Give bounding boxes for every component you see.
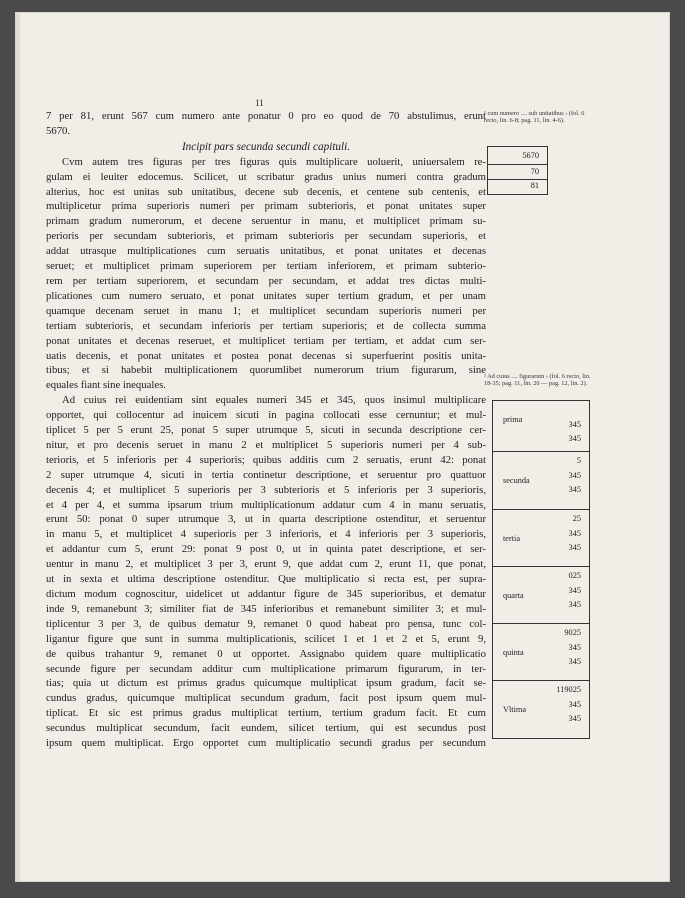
text-line: secundus multiplicat secundum, facit eundem, silicet tertium, qui est secundus post (46, 722, 486, 735)
text-line: perioris per secundam subterioris, et primam subterioris per secundam superioris, et (46, 230, 486, 243)
row-label: prima (503, 415, 523, 424)
row-numbers (569, 512, 581, 556)
row-label: quinta (503, 648, 524, 657)
row-number: 025 (568, 571, 581, 580)
row-numbers (569, 403, 581, 447)
text-line: addat utrasque multiplicationes cum seruatis unitatibus, et ponat unitates et decenas (46, 245, 486, 258)
text-line: quamque decenam seruet in manu 1; et multiplicet secundam superioris numeri per (46, 304, 486, 317)
row-number: 345 (568, 642, 581, 652)
box-rule (488, 164, 547, 165)
row-number: 345 (568, 485, 581, 494)
text-line: cundus gradus, quicumque multiplicat secundum gradum, facit post ipsum quem mul- (46, 692, 486, 705)
text-line: inde 9, remanebunt 3; similiter fiat de 345 inferioribus et remanebunt similiter 3; et mul- (46, 602, 486, 615)
row-numbers (556, 683, 581, 727)
row-label: tertia (503, 534, 521, 543)
text-line: et 4 per 4, et summa ipsarum trium multiplicationum addatur cum 4 in manu seruatis, (46, 498, 486, 511)
row-number: 25 (572, 514, 581, 523)
row-number: 345 (568, 470, 581, 480)
text-line: gulam ei leuiter edocemus. Scilicet, ut scribatur gradus unius numeri contra gradum (46, 170, 486, 183)
text-line: ponat unitates et decenas reseruet, et multiplicet tertiam per tertiam, et addat cum ser- (46, 334, 486, 347)
multiplication-box (487, 146, 548, 195)
table-row (493, 681, 589, 739)
text-line: decenis 4; et multiplicet 5 superioris per 3 subterioris et 5 inferioris per 3 superioris, (46, 483, 486, 496)
table-row (493, 452, 589, 510)
text-line: seruet; et multiplicet primam superiorem per tertiam inferiorem, et primam subterio- (46, 260, 486, 273)
box-value: 81 (530, 181, 539, 190)
main-text (46, 109, 486, 751)
text-line: tibus; et si habebit multiplicationem quorumlibet numerorum trium figurarum, sine (46, 364, 486, 377)
row-number: 345 (568, 528, 581, 538)
text-line: primam gradum numerorum, et decene seruentur in manu, et multiplicet primam su- (46, 215, 486, 228)
row-number: 345 (568, 543, 581, 552)
row-number: 119025 (556, 685, 581, 694)
box-rule (488, 179, 547, 180)
row-numbers (569, 569, 581, 613)
page-number: 11 (255, 98, 264, 108)
row-number: 5 (576, 456, 581, 465)
text-line: 2 super utrumque 4, sicuti in tertia continetur descriptione, et seruentur pro quattuor (46, 468, 486, 481)
text-line: et addantur cum 5, erunt 29: ponat 9 post 0, ut in quinta patet descriptione, et ser- (46, 543, 486, 556)
page-edge (16, 13, 20, 881)
row-label: Vltima (503, 705, 527, 714)
text-line: tiplicet 5 per 5 erunt 25, ponat 5 super utrumque 5, sicuti in secunda descriptione cer- (46, 424, 486, 437)
text-line: nitur, et pro decenis seruet in manu 2 et multiplicet 5 superioris numeri per 4 sub- (46, 438, 486, 451)
sidenote-1: ¹ cum numero .... sub unitatibus › (fol. 6 recto, lin. 6-8; pag. 11, lin. 4-6). (484, 110, 585, 125)
multiplication-table (492, 400, 590, 739)
box-value: 70 (530, 167, 539, 176)
text-line: erunt 50: ponat 0 super utrumque 3, ut in quarta descriptione ostenditur, et seruentur (46, 513, 486, 526)
text-line: opportet, qui collocentur ad inuicem sicuti in pagina collocati esse cernuntur; et mul- (46, 409, 486, 422)
row-number: 345 (568, 657, 581, 666)
text-line: in manu 5, et multiplicet 4 superioris per 3 inferioris, et 4 inferioris per 3 superioris, (46, 528, 486, 541)
row-number: 9025 (564, 628, 581, 637)
text-line: tias; quia ut dictum est primus gradus quicumque multiplicat ipsum gradum, facit se- (46, 677, 486, 690)
row-numbers (569, 454, 581, 498)
row-label: secunda (503, 476, 530, 485)
row-number: 345 (568, 714, 581, 723)
row-number: 345 (568, 419, 581, 429)
text-line: equales fiant sine inequales. (46, 379, 166, 392)
text-line: ipsum quem multiplicat. Ergo opportet cum multiplicatio secundi gradus per secundum (46, 737, 486, 750)
text-line: dictum modum cognoscitur, uidelicet ut addantur figure de 345 superioribus, et dematur (46, 588, 486, 600)
table-row (493, 624, 589, 681)
row-number: 345 (568, 434, 581, 443)
box-value: 5670 (522, 151, 539, 160)
row-numbers (564, 626, 581, 670)
text-line: de quibus trahantur 9, remanet 0 ut opportet. Assignabo quidem quare multiplicatio (46, 647, 486, 660)
text-line: 5670. (46, 124, 71, 137)
text-line: ligantur figure que sunt in summa multiplicationis, scilicet 1 et 1 et 2 et 5, erunt 9, (46, 632, 486, 645)
table-row (493, 401, 589, 452)
text-line: uentur in manu 2, et multiplicet 3 per 3, erunt 9, que addat cum 2, erunt 11, que ponat, (46, 558, 486, 571)
text-line: plicationes cum numero seruato, et ponat unitates super tertium gradum, et per unam (46, 289, 486, 302)
text-line: tiplicat. Et sic est primus gradus multiplicat tertium, tertium gradum facit. Et cum (46, 707, 486, 720)
section-heading: Incipit pars secunda secundi capituli. (181, 140, 351, 153)
text-line: Cvm autem tres figuras per tres figuras quis multiplicare uoluerit, uniuersalem re- (62, 155, 486, 168)
text-line: tiplicentur 3 per 3, de quibus dematur 9, remanet 0 quod habeat pro pensa, tunc col- (46, 617, 486, 630)
text-line: ut in sexta et ultima descriptione ostenditur. Que multiplicatio si recta est, per supra- (46, 573, 486, 586)
row-label: quarta (503, 591, 524, 600)
text-line: secunde figure per secundam additur cum multiplicatione primarum figurarum, in ter- (46, 662, 486, 675)
table-row (493, 510, 589, 567)
text-line: alterius, hoc est unitas sub unitatibus, decene sub decenis, et centene sub centenis, et (46, 185, 486, 198)
text-line: multiplicetur prima superioris numeri per primam subterioris, et ponat unitates super (46, 200, 486, 213)
text-line: tertiam subterioris, et secundam inferioris per tertiam superioris; et de collecta summa (46, 319, 486, 332)
text-line: uatis decenis, et ponat unitates et postea ponat decenas si superfuerint positis unita- (46, 349, 486, 362)
row-number: 345 (568, 585, 581, 595)
table-row (493, 567, 589, 624)
row-number: 345 (568, 699, 581, 709)
text-line: rem per tertiam superiorem, et secundam per secundam, et addat tres dictas multi- (46, 274, 486, 287)
row-number: 345 (568, 600, 581, 609)
row-number (569, 403, 581, 418)
text-line: 7 per 81, erunt 567 cum numero ante ponatur 0 pro eo quod de 70 abstulimus, erunt (46, 110, 486, 122)
text-line: terioris, et 5 inferioris per 4 superioris; quibus additis cum 2 seruatis, erunt 42: ponat (46, 453, 486, 466)
text-line: Ad cuius rei euidentiam sint equales numeri 345 et 345, quos insimul multiplicare (62, 394, 486, 407)
sidenote-2: ² Ad cuius .... figurarum › (fol. 6 recto, lin. 18-35; pag. 11, lin. 20 — pag. 12, lin. 2). (484, 373, 591, 388)
